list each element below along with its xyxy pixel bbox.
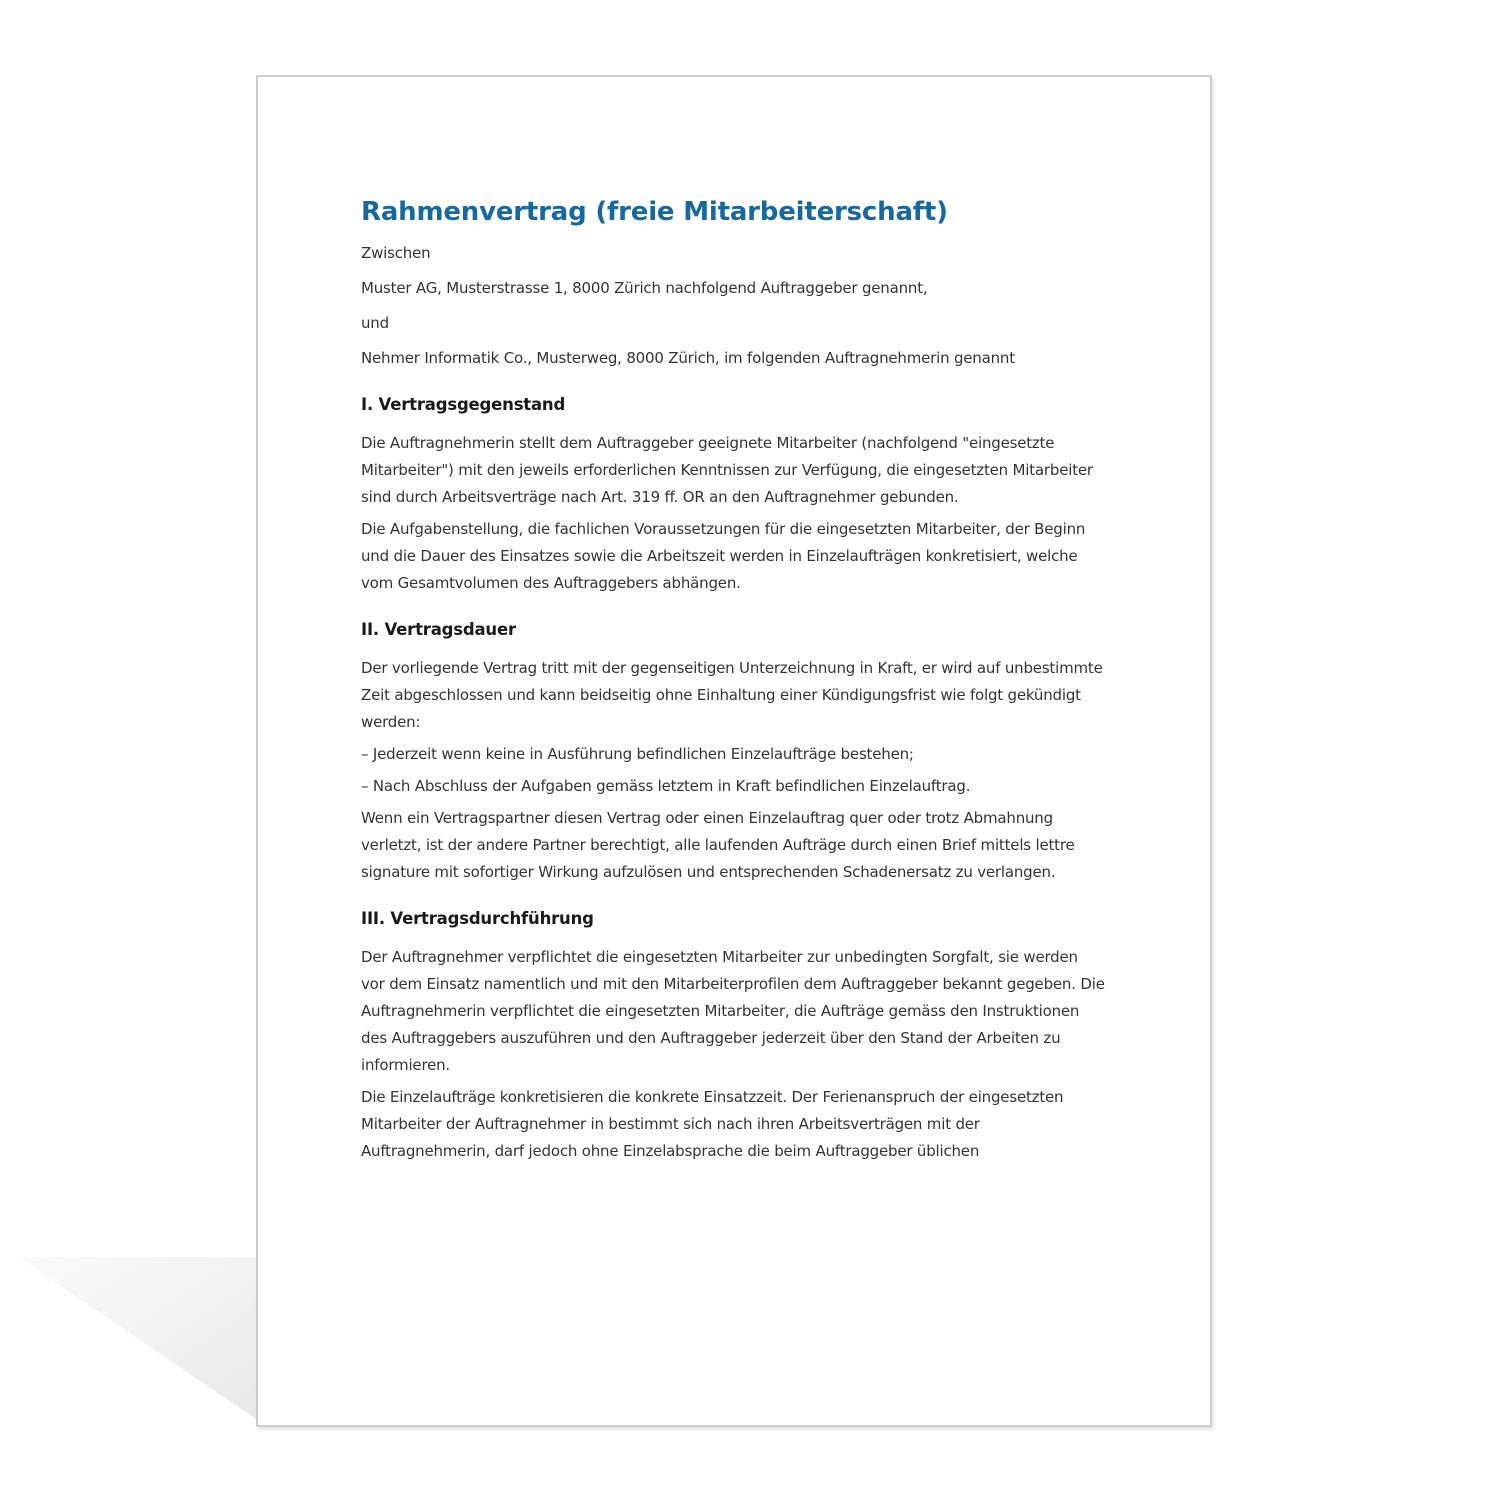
paragraph: Die Einzelaufträge konkretisieren die konkrete Einsatzzeit. Der Ferienanspruch der eingesetzten Mitarbeiter der Auftragnehmer in bestimmt sich nach ihren Arbeitsverträgen mit der Auftragnehmerin, darf jedoch ohne Einzelabsprache die beim Auftraggeber üblichen (361, 1088, 1064, 1160)
section-vertragsdurchfuehrung (361, 908, 1106, 1165)
section-heading: I. Vertragsgegenstand (361, 395, 566, 414)
section-heading: II. Vertragsdauer (361, 620, 516, 639)
page-corner-shadow (18, 1257, 256, 1419)
intro-line: Nehmer Informatik Co., Musterweg, 8000 Zürich, im folgenden Auftragnehmerin genannt (361, 349, 1015, 367)
section-vertragsdauer (361, 619, 1106, 886)
intro-line: Zwischen (361, 244, 431, 262)
paragraph: Der Auftragnehmer verpflichtet die eingesetzten Mitarbeiter zur unbedingten Sorgfalt, sie werden vor dem Einsatz namentlich und mit den Mitarbeiterprofilen dem Auftraggeber bekannt gegeben. Die Auftragnehmerin verpflichtet die eingesetzten Mitarbeiter, die Aufträge gemäss den Instruktionen des Auftraggebers auszuführen und den Auftraggeber jederzeit über den Stand der Arbeiten zu informieren. (361, 948, 1105, 1074)
intro-line: Muster AG, Musterstrasse 1, 8000 Zürich nachfolgend Auftraggeber genannt, (361, 279, 928, 297)
intro-line: und (361, 314, 389, 332)
bullet-item: – Jederzeit wenn keine in Ausführung befindlichen Einzelaufträge bestehen; (361, 745, 914, 763)
paragraph: Die Aufgabenstellung, die fachlichen Voraussetzungen für die eingesetzten Mitarbeiter, der Beginn und die Dauer des Einsatzes sowie die Arbeitszeit werden in Einzelaufträgen konkretisiert, welche vom Gesamtvolumen des Auftraggebers abhängen. (361, 520, 1086, 592)
document-page (256, 75, 1212, 1427)
section-vertragsgegenstand (361, 394, 1106, 597)
bullet-item: – Nach Abschluss der Aufgaben gemäss letztem in Kraft befindlichen Einzelauftrag. (361, 777, 971, 795)
paragraph: Wenn ein Vertragspartner diesen Vertrag oder einen Einzelauftrag quer oder trotz Abmahnung verletzt, ist der andere Partner berechtigt, alle laufenden Aufträge durch einen Brief mittels lettre signature mit sofortiger Wirkung aufzulösen und entsprechenden Schadenersatz zu verlangen. (361, 809, 1075, 881)
document-content (361, 196, 1106, 1170)
section-heading: III. Vertragsdurchführung (361, 909, 594, 928)
paragraph: Der vorliegende Vertrag tritt mit der gegenseitigen Unterzeichnung in Kraft, er wird auf unbestimmte Zeit abgeschlossen und kann beidseitig ohne Einhaltung einer Kündigungsfrist wie folgt gekündigt werden: (361, 659, 1103, 731)
document-title: Rahmenvertrag (freie Mitarbeiterschaft) (361, 197, 948, 227)
paragraph: Die Auftragnehmerin stellt dem Auftraggeber geeignete Mitarbeiter (nachfolgend "eingesetzte Mitarbeiter") mit den jeweils erforderlichen Kenntnissen zur Verfügung, die eingesetzten Mitarbeiter sind durch Arbeitsverträge nach Art. 319 ff. OR an den Auftragnehmer gebunden. (361, 434, 1093, 506)
